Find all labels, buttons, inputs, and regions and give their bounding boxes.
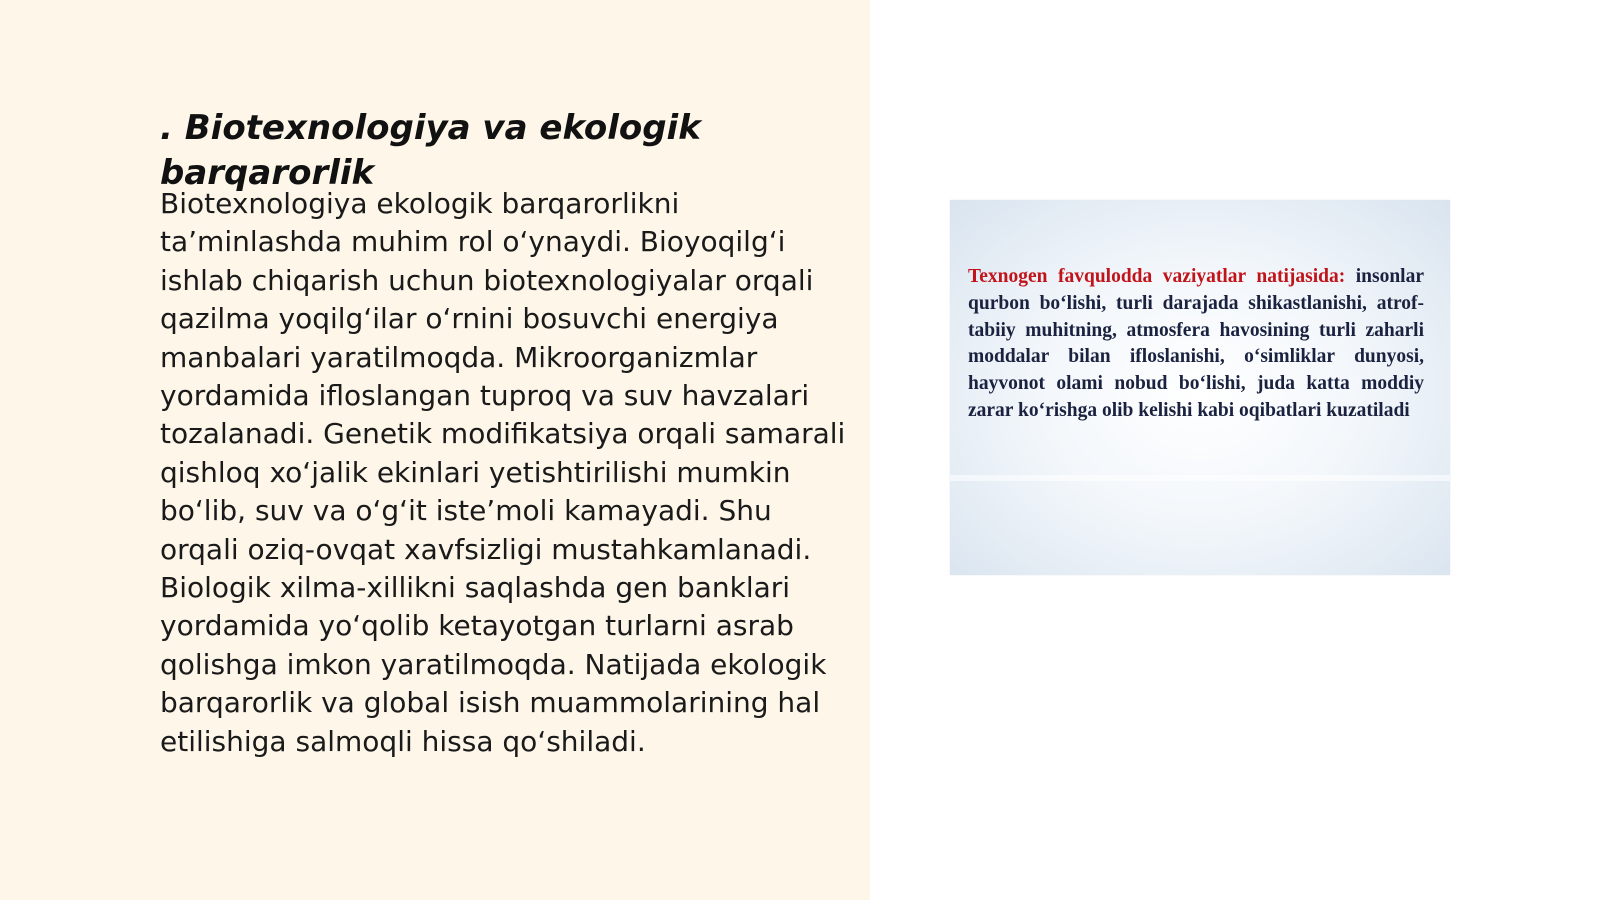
image-card-band — [950, 475, 1450, 481]
image-card-body: insonlar qurbon bo‘lishi, turli darajada shikastlanishi, atrof-tabiiy muhitning, atmosfera havosining turli zaharli moddalar bilan ifloslanishi, o‘simliklar dunyosi, hayvonot olami nobud bo‘lishi, juda katta moddiy zarar ko‘rishga olib kelishi kabi oqibatlari kuzatiladi — [968, 266, 1424, 421]
slide-title: . Biotexnologiya va ekologik barqarorlik — [160, 108, 701, 193]
image-card-lead: Texnogen favqulodda vaziyatlar natijasida: — [968, 266, 1346, 287]
image-card — [950, 200, 1450, 575]
slide-body-text: Biotexnologiya ekologik barqarorlikni ta’minlashda muhim rol o‘ynaydi. Bioyoqilg‘i ishlab chiqarish uchun biotexnologiyalar orqali qazilma yoqilg‘ilar o‘rnini bosuvchi energiya manbalari yaratilmoqda. Mikroorganizmlar yordamida ifloslangan tuproq va suv havzalari tozalanadi. Genetik modifikatsiya orqali samarali qishloq xo‘jalik ekinlari yetishtirilishi mumkin bo‘lib, suv va o‘g‘it iste’moli kamayadi. Shu orqali oziq-ovqat xavfsizligi mustahkamlanadi. Biologik xilma-xillikni saqlashda gen banklari yordamida yo‘qolib ketayotgan turlarni asrab qolishga imkon yaratilmoqda. Natijada ekologik barqarorlik va global isish muammolarining hal etilishiga salmoqli hissa qo‘shiladi. — [160, 187, 846, 758]
image-card-text — [968, 264, 1424, 425]
